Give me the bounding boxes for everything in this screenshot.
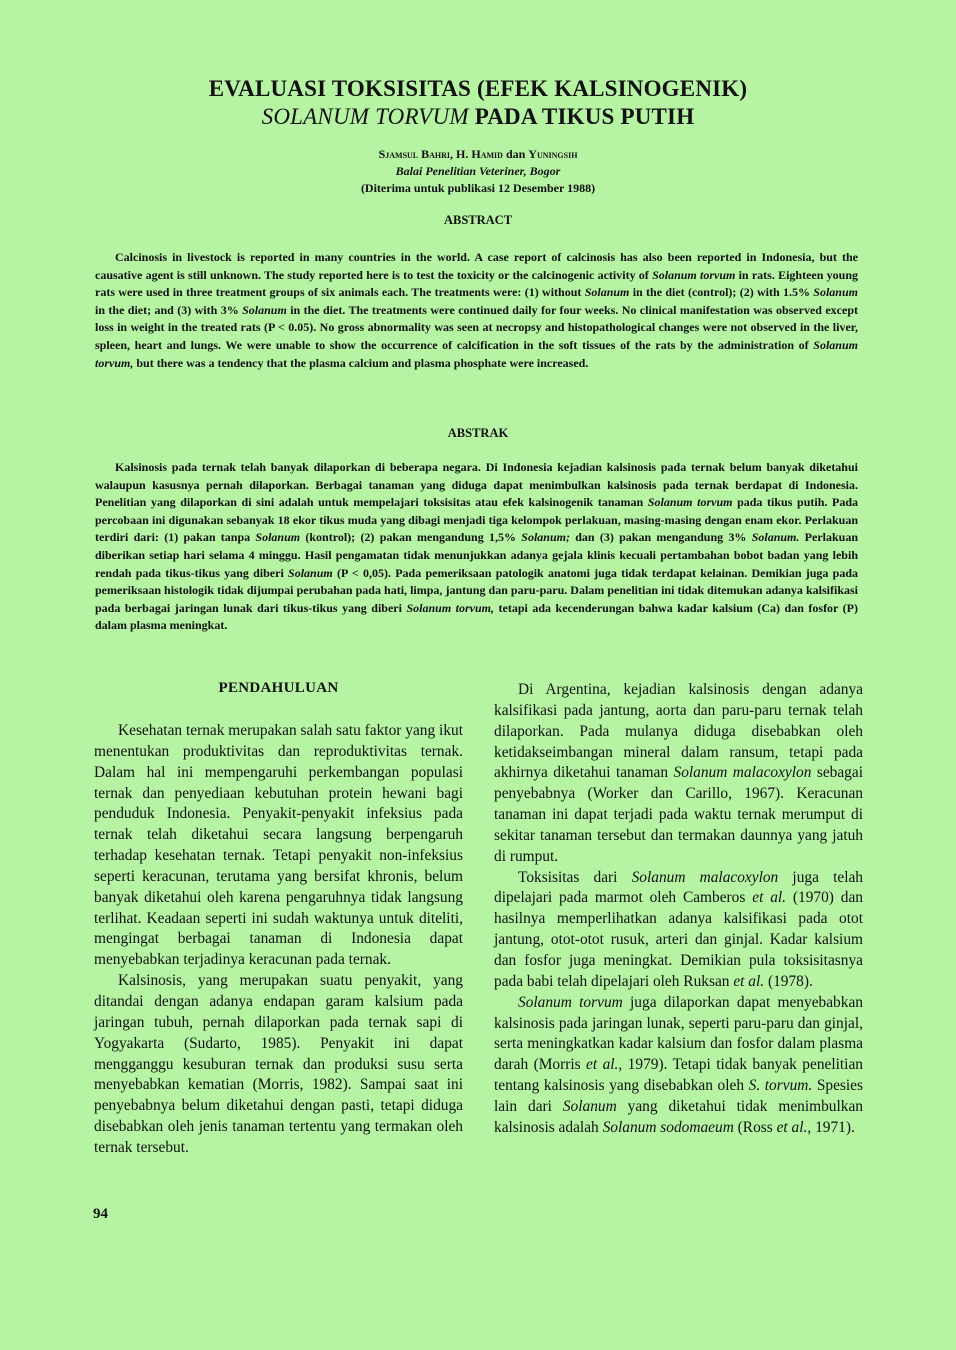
abstrak-body: Kalsinosis pada ternak telah banyak dilaporkan di beberapa negara. Di Indonesia kejadian kalsinosis pada ternak belum banyak diketahui walaupun kasusnya pernah dilaporkan. Berbagai tanaman yang diduga dapat menimbulkan kalsinosis pada ternak berdapat di Indonesia. Penelitian yang dilaporkan di sini adalah untuk mempelajari toksisitas atau efek kalsinogenik tanaman Solanum torvum pada tikus putih. Pada percobaan ini digunakan sebanyak 18 ekor tikus muda yang dibagi menjadi tiga kelompok perlakuan, masing-masing dengan enam ekor. Perlakuan terdiri dari: (1) pakan tanpa Solanum (kontrol); (2) pakan mengandung 1,5% Solanum; dan (3) pakan mengandung 3% Solanum. Perlakuan diberikan setiap hari selama 4 minggu. Hasil pengamatan tidak menunjukkan adanya gejala klinis kecuali pertambahan bobot badan yang lebih rendah pada tikus-tikus yang diberi Solanum (P < 0,05). Pada pemeriksaan patologik anatomi juga tidak terdapat kelainan. Demikian juga pada pemeriksaan histologik tidak dijumpai perubahan pada hati, limpa, jantung dan paru-paru. Dalam penelitian ini tidak ditemukan adanya kalsifikasi pada berbagai jaringan lunak dari tikus-tikus yang diberi Solanum torvum, tetapi ada kecenderungan bahwa kadar kalsium (Ca) dan fosfor (P) dalam plasma meningkat. bbox=[95, 460, 859, 633]
right-column bbox=[494, 680, 863, 1139]
abstract-heading: ABSTRACT bbox=[443, 213, 513, 227]
left-paragraph-1: Kesehatan ternak merupakan salah satu faktor yang ikut menentukan produktivitas dan reproduktivitas ternak. Dalam hal ini mempengaruhi perkembangan populasi ternak dan penyediaan kebutuhan protein hewani bagi penduduk Indonesia. Penyakit-penyakit infeksius pada ternak telah diketahui secara langsung berpengaruh terhadap kesehatan ternak. Tetapi penyakit non-infeksius seperti keracunan, terutama yang bersifat khronis, belum banyak diketahui oleh karena pengaruhnya tidak langsung terlihat. Keadaan seperti ini sudah waktunya untuk diteliti, mengingat berbagai tanaman di Indonesia dapat menyebabkan terjadinya keracunan pada ternak. bbox=[94, 722, 463, 969]
left-column bbox=[94, 721, 463, 1159]
section-heading-pendahuluan: PENDAHULUAN bbox=[218, 680, 339, 696]
title-rest: PADA TIKUS PUTIH bbox=[474, 104, 695, 129]
institution: Balai Penelitian Veteriner, Bogor bbox=[395, 164, 561, 178]
right-paragraph-1: Di Argentina, kejadian kalsinosis dengan adanya kalsifikasi pada jantung, aorta dan paru-paru ternak telah dilaporkan. Pada mulanya diduga disebabkan oleh ketidakseimbangan mineral dalam ransum, tetapi pada akhirnya diketahui tanaman Solanum malacoxylon sebagai penyebabnya (Worker dan Carillo, 1967). Keracunan tanaman ini dapat terjadi pada waktu ternak merumput di sekitar tanaman tersebut dan termakan daunnya yang jatuh di rumput. bbox=[494, 681, 863, 865]
left-paragraph-2: Kalsinosis, yang merupakan suatu penyakit, yang ditandai dengan adanya endapan garam kalsium pada jaringan tubuh, pernah dilaporkan pada ternak sapi di Yogyakarta (Sudarto, 1985). Penyakit ini dapat mengganggu kesuburan ternak dan produksi susu serta menyebabkan kematian (Morris, 1982). Sampai saat ini penyebabnya belum diketahui dengan pasti, tetapi diduga disebabkan oleh jenis tanaman tertentu yang termakan oleh ternak tersebut. bbox=[94, 972, 463, 1156]
received-date: (Diterima untuk publikasi 12 Desember 1988) bbox=[360, 181, 596, 195]
right-paragraph-2: Toksisitas dari Solanum malacoxylon juga telah dipelajari pada marmot oleh Camberos et al. (1970) dan hasilnya memperlihatkan adanya kalsifikasi pada otot jantung, otot-otot rusuk, arteri dan ginjal. Kadar kalsium dan fosfor juga meningkat. Demikian pula toksisitasnya pada babi telah dipelajari oleh Ruksan et al. (1978). bbox=[494, 868, 863, 990]
author-3: Yuningsih bbox=[528, 147, 578, 161]
author-2: H. Hamid bbox=[456, 147, 503, 161]
title-species-italic: SOLANUM TORVUM bbox=[261, 104, 469, 129]
abstrak-heading: ABSTRAK bbox=[447, 426, 509, 440]
abstract-body: Calcinosis in livestock is reported in many countries in the world. A case report of calcinosis has also been reported in Indonesia, but the causative agent is still unknown. The study reported here is to test the toxicity or the calcinogenic activity of Solanum torvum in rats. Eighteen young rats were used in three treatment groups of six animals each. The treatments were: (1) without Solanum in the diet (control); (2) with 1.5% Solanum in the diet; and (3) with 3% Solanum in the diet. The treatments were continued daily for four weeks. No clinical manifestation was observed except loss in weight in the treated rats (P < 0.05). No gross abnormality was seen at necropsy and histopathological changes were not observed in the liver, spleen, heart and lungs. We were unable to show the occurrence of calcification in the soft tissues of the rats by the administration of Solanum torvum, but there was a tendency that the plasma calcium and plasma phosphate were increased. bbox=[95, 250, 859, 370]
page-number: 94 bbox=[93, 1206, 108, 1222]
authors: Sjamsul Bahri, H. Hamid dan Yuningsih bbox=[378, 147, 578, 161]
author-1: Sjamsul Bahri bbox=[378, 147, 451, 161]
article-title-line2 bbox=[0, 104, 956, 130]
right-paragraph-3: Solanum torvum juga dilaporkan dapat menyebabkan kalsinosis pada jaringan lunak, seperti paru-paru dan ginjal, serta meningkatkan kadar kalsium dan fosfor dalam plasma darah (Morris et al., 1979). Tetapi tidak banyak penelitian tentang kalsinosis yang disebabkan oleh S. torvum. Spesies lain dari Solanum yang diketahui tidak menimbulkan kalsinosis adalah Solanum sodomaeum (Ross et al., 1971). bbox=[494, 993, 863, 1136]
article-title-line1: EVALUASI TOKSISITAS (EFEK KALSINOGENIK) bbox=[208, 76, 748, 101]
author-conjunction: dan bbox=[505, 147, 526, 161]
